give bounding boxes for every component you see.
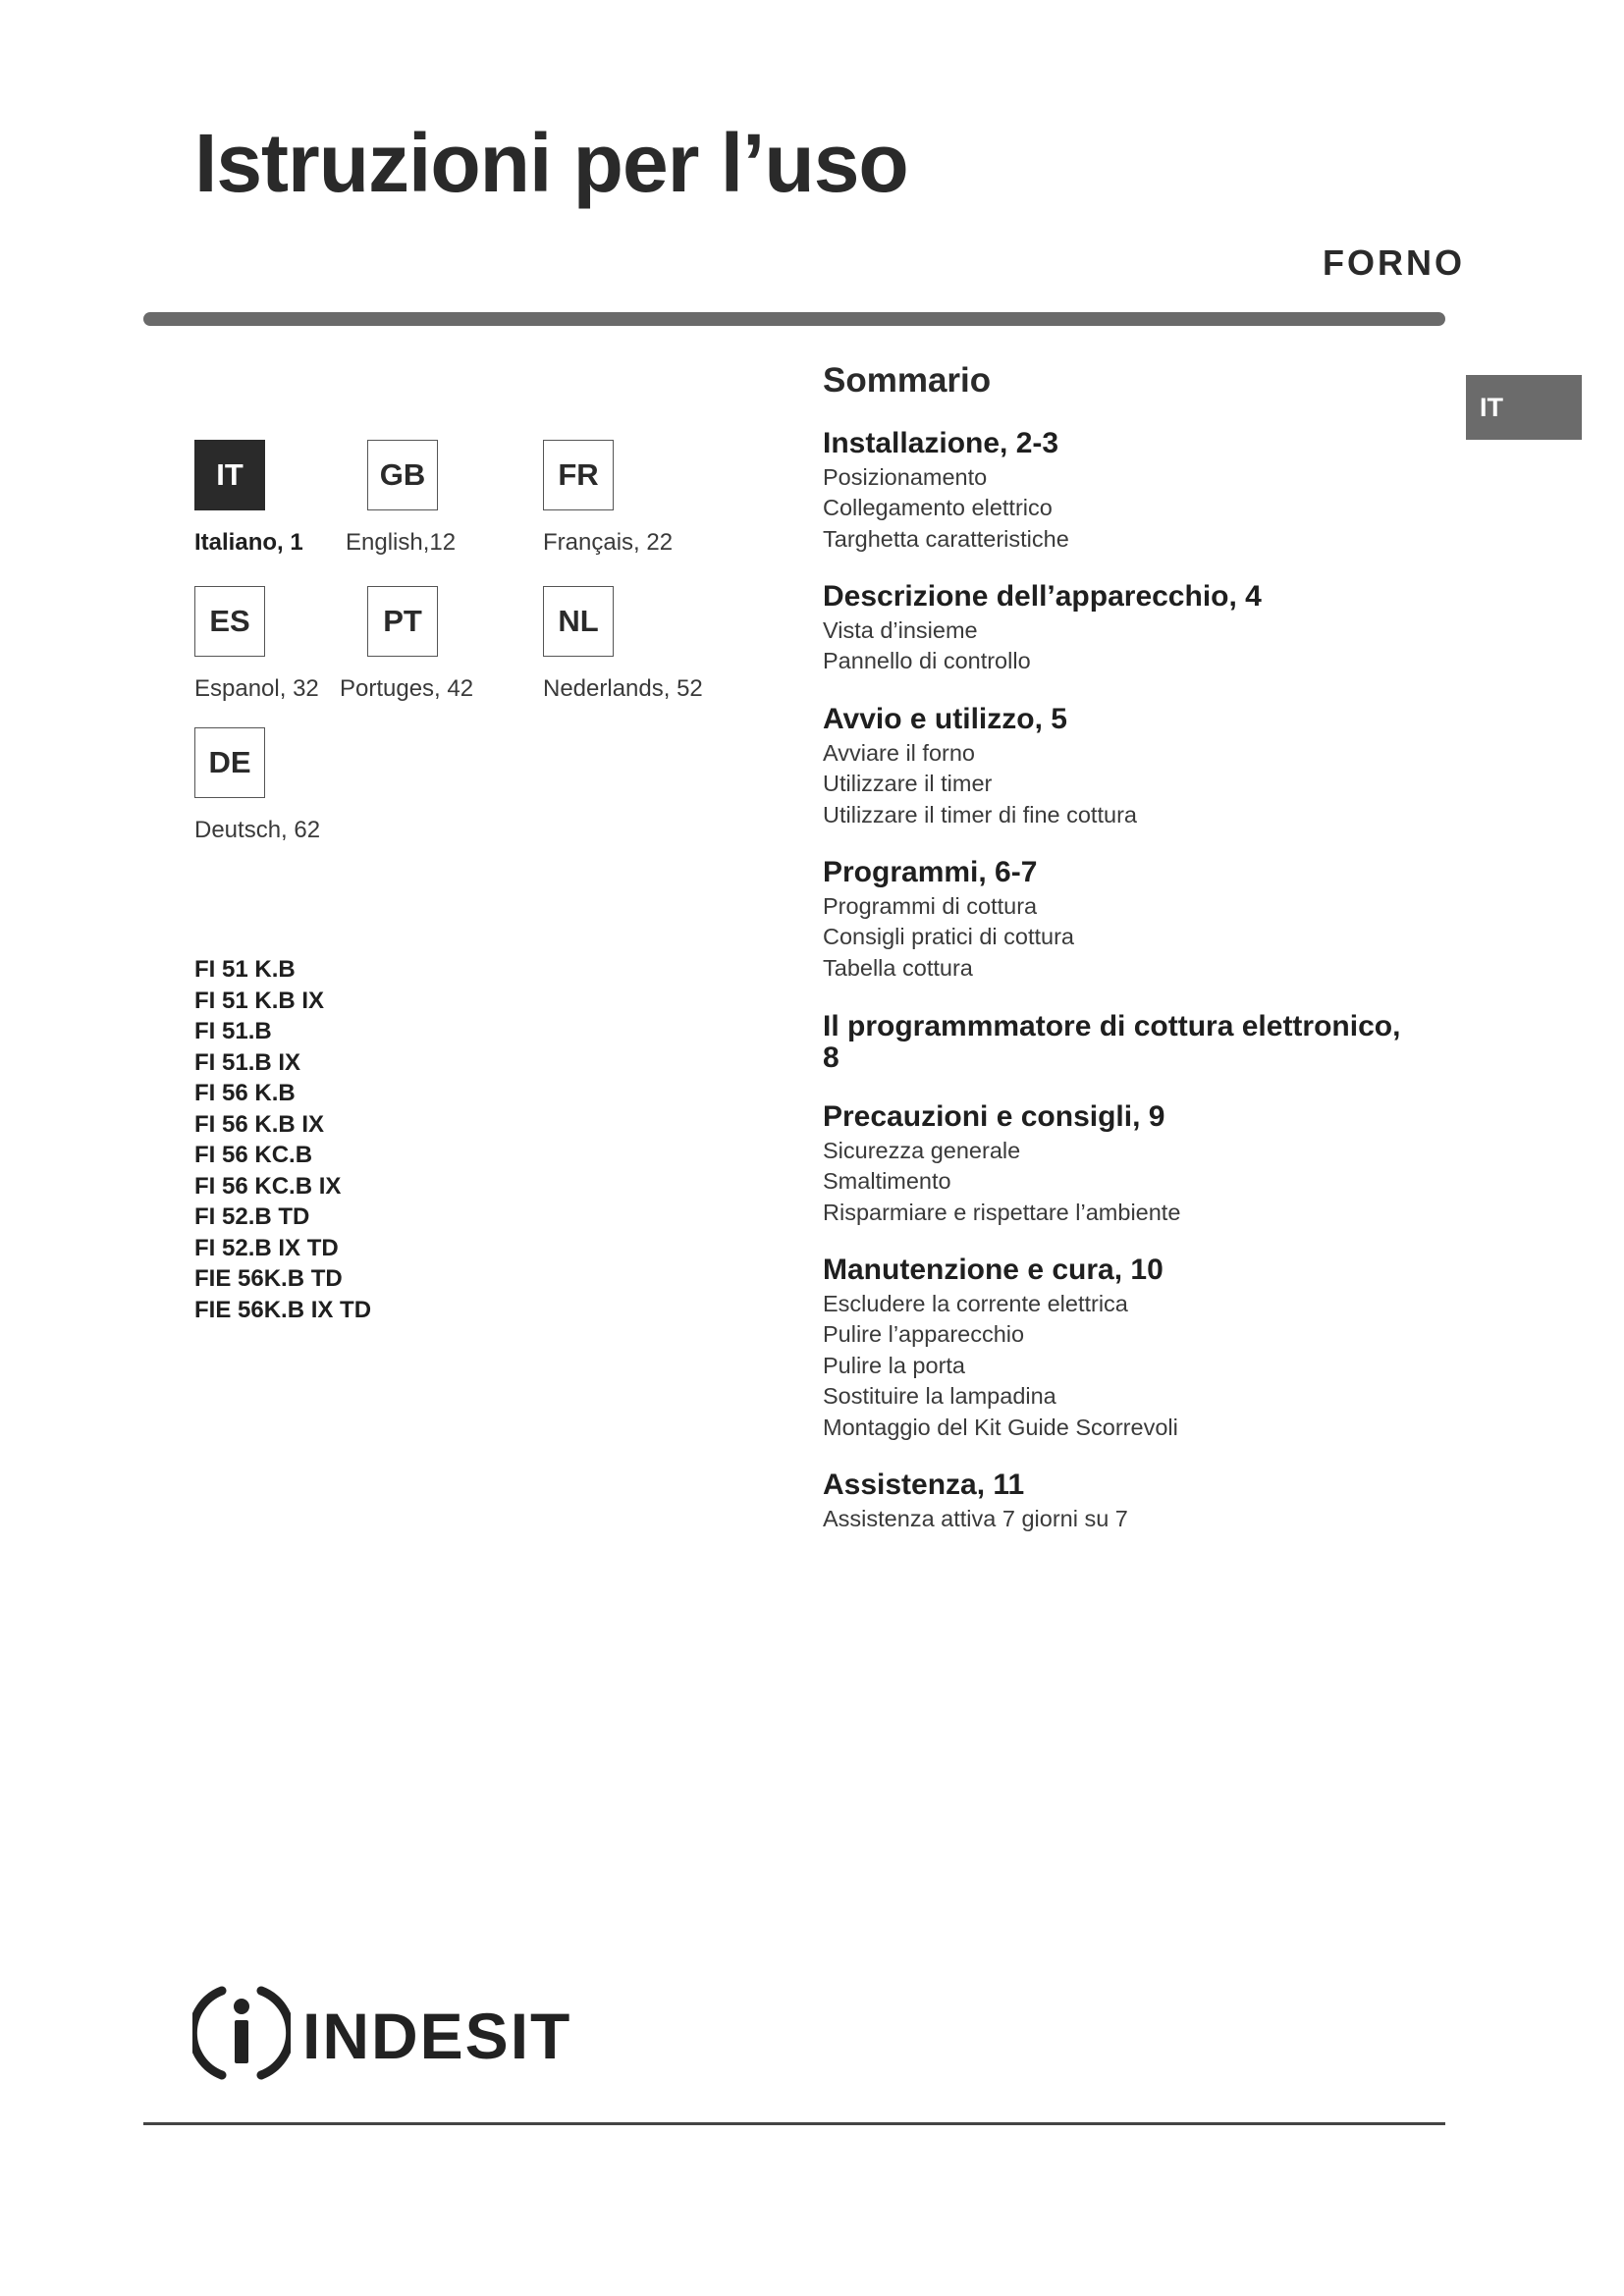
lang-label-es: Espanol, 32 — [194, 675, 319, 702]
lang-label-pt: Portuges, 42 — [340, 675, 474, 702]
model-item: FI 56 KC.B — [194, 1142, 313, 1168]
toc-item[interactable]: Collegamento elettrico — [823, 495, 1053, 520]
side-language-tab: IT — [1466, 375, 1582, 440]
lang-box-pt[interactable]: PT — [367, 586, 438, 657]
lang-box-it[interactable]: IT — [194, 440, 265, 510]
toc-section-manutenzione — [823, 1255, 1451, 1443]
lang-label-de: Deutsch, 62 — [194, 817, 321, 843]
toc-item[interactable]: Risparmiare e rispettare l’ambiente — [823, 1199, 1181, 1225]
toc-item[interactable]: Smaltimento — [823, 1168, 951, 1194]
toc-section-avvio — [823, 704, 1451, 830]
toc-section-title[interactable]: Il programmmatore di cottura elettronico, 8 — [823, 1010, 1401, 1074]
model-item: FI 51.B — [194, 1018, 272, 1044]
toc-section-title[interactable]: Descrizione dell’apparecchio, 4 — [823, 580, 1262, 613]
toc-section-installazione — [823, 428, 1451, 555]
model-item: FI 51 K.B — [194, 956, 296, 983]
toc-item[interactable]: Consigli pratici di cottura — [823, 924, 1074, 949]
model-item: FI 56 K.B IX — [194, 1110, 325, 1138]
toc-item[interactable]: Utilizzare il timer di fine cottura — [823, 801, 1137, 828]
lang-box-gb[interactable]: GB — [367, 440, 438, 510]
toc-item[interactable]: Pulire la porta — [823, 1352, 965, 1378]
model-item: FI 52.B IX TD — [194, 1234, 339, 1261]
toc-item[interactable]: Sostituire la lampadina — [823, 1383, 1056, 1409]
lang-box-nl[interactable]: NL — [543, 586, 614, 657]
toc-item[interactable]: Escludere la corrente elettrica — [823, 1290, 1128, 1316]
lang-label-nl: Nederlands, 52 — [543, 675, 703, 702]
model-item: FI 56 KC.B IX — [194, 1172, 342, 1200]
toc-item[interactable]: Programmi di cottura — [823, 892, 1038, 919]
model-item: FI 56 K.B — [194, 1080, 296, 1106]
model-item: FIE 56K.B IX TD — [194, 1296, 372, 1323]
toc-section-programmatore — [823, 1011, 1451, 1076]
toc-item[interactable]: Pannello di controllo — [823, 648, 1031, 673]
toc-item[interactable]: Targhetta caratteristiche — [823, 525, 1069, 552]
model-list — [194, 954, 371, 1325]
lang-box-fr[interactable]: FR — [543, 440, 614, 510]
model-item: FI 51 K.B IX — [194, 987, 325, 1014]
toc-item[interactable]: Posizionamento — [823, 463, 988, 490]
toc-item[interactable]: Assistenza attiva 7 giorni su 7 — [823, 1505, 1128, 1531]
toc-section-title[interactable]: Programmi, 6-7 — [823, 856, 1038, 888]
brand-name: INDESIT — [302, 1999, 572, 2072]
toc-section-title[interactable]: Precauzioni e consigli, 9 — [823, 1100, 1165, 1133]
header-divider — [143, 312, 1445, 326]
toc-section-assistenza — [823, 1469, 1451, 1534]
lang-label-fr: Français, 22 — [543, 529, 674, 556]
toc-item[interactable]: Avviare il forno — [823, 739, 975, 766]
indesit-info-logo-icon — [192, 1981, 291, 2090]
toc-section-title[interactable]: Avvio e utilizzo, 5 — [823, 703, 1067, 735]
document-subtitle: FORNO — [1323, 242, 1465, 283]
toc-item[interactable]: Vista d’insieme — [823, 616, 978, 643]
document-title: Istruzioni per l’uso — [194, 117, 908, 209]
toc-section-title[interactable]: Assistenza, 11 — [823, 1468, 1025, 1501]
toc-item[interactable]: Tabella cottura — [823, 954, 973, 981]
lang-label-it: Italiano, 1 — [194, 529, 303, 556]
lang-label-gb: English,12 — [346, 529, 457, 556]
toc-section-precauzioni — [823, 1101, 1451, 1228]
toc-item[interactable]: Pulire l’apparecchio — [823, 1321, 1025, 1347]
toc-item[interactable]: Montaggio del Kit Guide Scorrevoli — [823, 1414, 1178, 1440]
toc-section-title[interactable]: Manutenzione e cura, 10 — [823, 1254, 1164, 1286]
toc-section-descrizione — [823, 581, 1451, 677]
lang-box-de[interactable]: DE — [194, 727, 265, 798]
footer-divider — [143, 2122, 1445, 2125]
toc-item[interactable]: Sicurezza generale — [823, 1137, 1021, 1163]
toc-item[interactable]: Utilizzare il timer — [823, 771, 993, 796]
model-item: FI 51.B IX — [194, 1048, 301, 1076]
summary-heading: Sommario — [823, 361, 992, 400]
brand-logo — [192, 1981, 571, 2090]
toc-section-programmi — [823, 857, 1451, 984]
model-item: FIE 56K.B TD — [194, 1265, 343, 1292]
model-item: FI 52.B TD — [194, 1203, 310, 1230]
toc-section-title[interactable]: Installazione, 2-3 — [823, 427, 1059, 459]
lang-box-es[interactable]: ES — [194, 586, 265, 657]
